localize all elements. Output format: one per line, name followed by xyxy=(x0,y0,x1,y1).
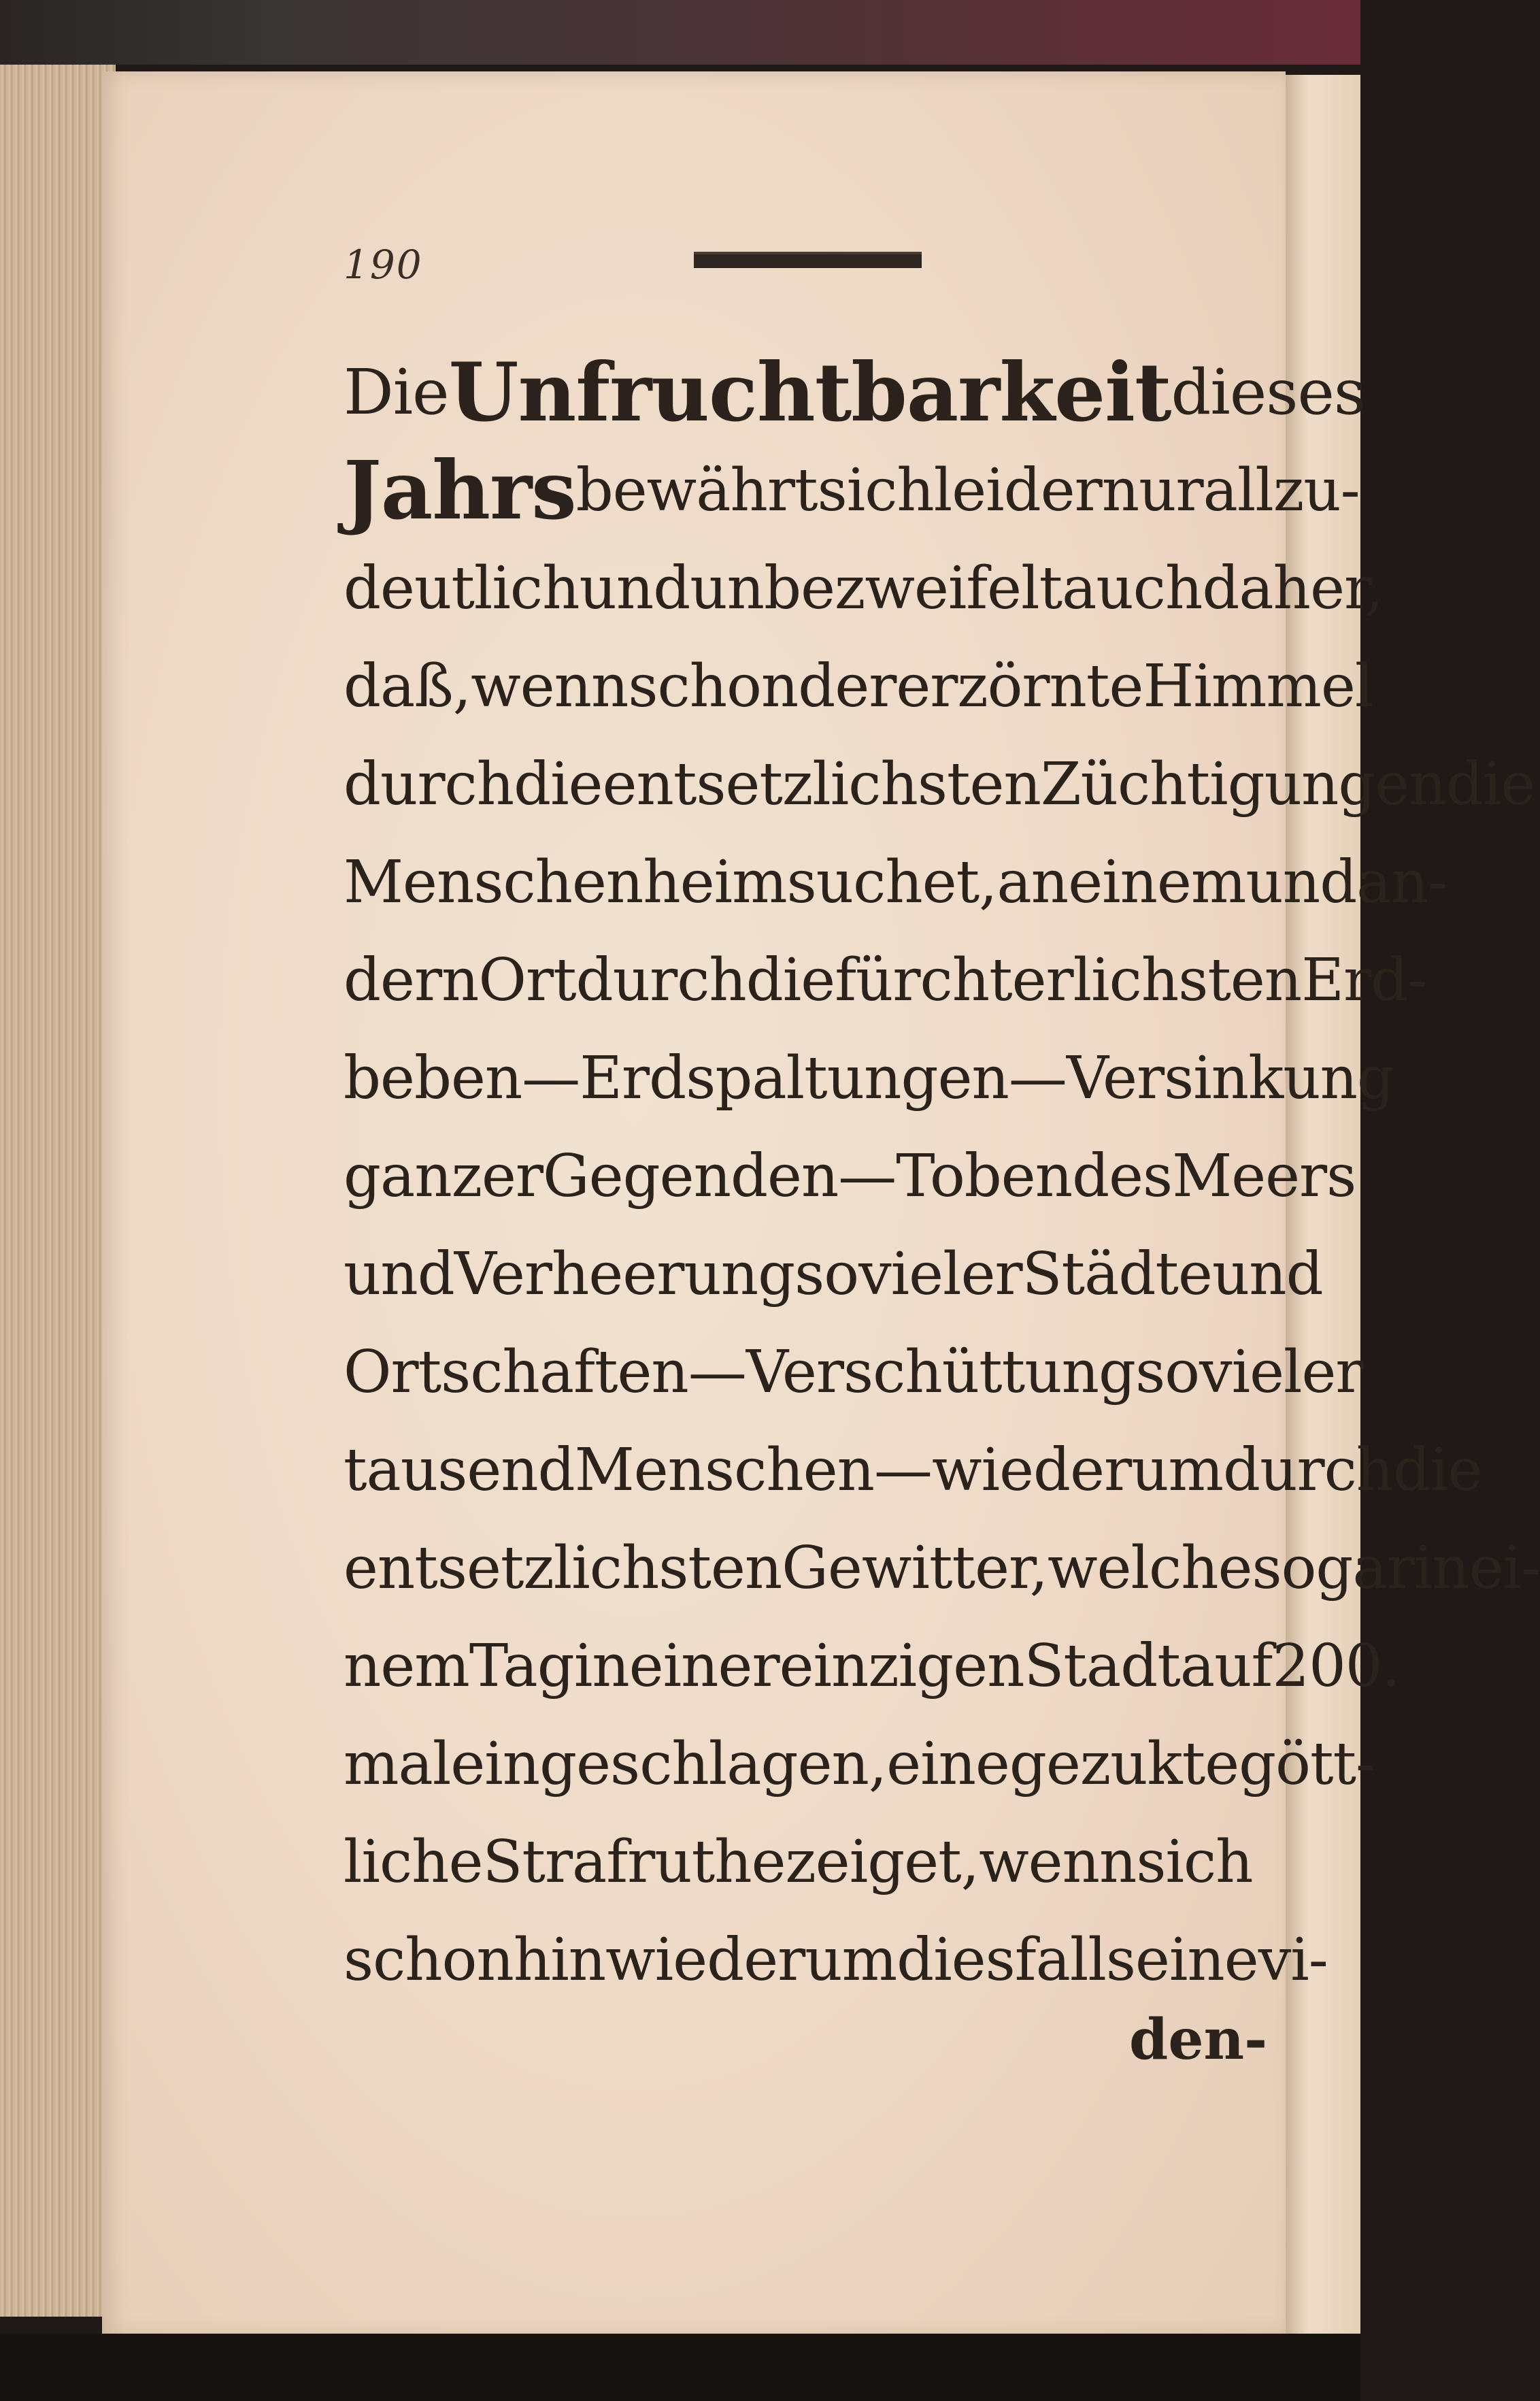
word: tausend xyxy=(344,1436,575,1504)
word: auf xyxy=(1179,1632,1273,1700)
word: evi- xyxy=(1224,1926,1328,1994)
word: sich xyxy=(817,457,934,525)
word: Menschen xyxy=(574,1436,874,1504)
word: Himmel xyxy=(1143,652,1373,721)
text-line xyxy=(344,637,1373,735)
word: Ort xyxy=(478,946,576,1014)
catchword: den- xyxy=(1129,2007,1268,2072)
word: — xyxy=(688,1338,746,1406)
text-line xyxy=(344,540,1383,637)
text-line xyxy=(344,1323,1363,1421)
word: — xyxy=(522,1044,580,1112)
word: sogar xyxy=(1252,1534,1414,1602)
word: ei- xyxy=(1469,1534,1540,1602)
word: auch xyxy=(1062,554,1203,623)
word: Züchtigungen xyxy=(1040,750,1446,818)
text-line xyxy=(344,735,1535,833)
word: Strafruthe xyxy=(482,1828,786,1896)
word: Erd- xyxy=(1301,946,1427,1014)
word: hinwiederum xyxy=(513,1926,897,1994)
word: zeiget, xyxy=(785,1828,980,1896)
text-line xyxy=(344,1421,1482,1519)
word: die xyxy=(1393,1436,1482,1504)
word: Menschen xyxy=(344,848,643,916)
word: in xyxy=(1413,1534,1469,1602)
word: welche xyxy=(1048,1534,1252,1602)
word: vieler xyxy=(1199,1338,1363,1406)
word: dieses xyxy=(1171,356,1366,429)
word: Meers xyxy=(1172,1142,1356,1210)
word: ein xyxy=(1135,1926,1224,1994)
word: bewährt xyxy=(575,457,818,525)
word: wiederum xyxy=(932,1436,1224,1504)
word: wenn xyxy=(979,1828,1137,1896)
word: und xyxy=(579,554,690,623)
text-line xyxy=(344,1617,1400,1715)
word: — xyxy=(1008,1044,1067,1112)
word: beben xyxy=(344,1044,522,1112)
word: Gewitter, xyxy=(782,1534,1048,1602)
book-cover-top xyxy=(0,0,1360,65)
word: Toben xyxy=(896,1142,1073,1210)
word: durch xyxy=(344,750,514,818)
word: an xyxy=(997,848,1069,916)
word: wenn xyxy=(471,652,629,721)
word: Tag xyxy=(469,1632,574,1700)
word: und xyxy=(1211,1240,1323,1308)
word: so xyxy=(794,1240,859,1308)
word: die xyxy=(1445,750,1535,818)
word: liche xyxy=(344,1828,483,1896)
text-line xyxy=(344,1911,1328,2009)
word: 200. xyxy=(1272,1632,1400,1700)
word: sich xyxy=(1136,1828,1253,1896)
word: vieler xyxy=(858,1240,1022,1308)
word: leider xyxy=(933,457,1102,525)
word: entsetzlichsten xyxy=(344,1534,782,1602)
text-line xyxy=(344,344,1366,442)
word: Gegenden xyxy=(543,1142,839,1210)
word: Erdspaltungen xyxy=(580,1044,1009,1112)
text-line xyxy=(344,931,1427,1029)
body-text xyxy=(344,344,1540,2009)
word: daß, xyxy=(344,652,471,721)
text-line xyxy=(344,1813,1252,1911)
text-line xyxy=(344,833,1447,931)
word: Unfruchtbarkeit xyxy=(448,345,1171,440)
book-page-edges-left xyxy=(0,65,116,2317)
word: Verheerung xyxy=(454,1240,795,1308)
word: eingeschlagen, xyxy=(450,1730,887,1798)
word: allzu- xyxy=(1203,457,1360,525)
word: diesfalls xyxy=(897,1926,1135,1994)
word: fürchterlichsten xyxy=(835,946,1302,1014)
word: die xyxy=(746,946,835,1014)
word: Städte xyxy=(1022,1240,1212,1308)
text-line xyxy=(344,1519,1540,1617)
word: Stadt xyxy=(1024,1632,1180,1700)
word: Versinkung xyxy=(1066,1044,1394,1112)
word: erzörnte xyxy=(896,652,1143,721)
word: an- xyxy=(1356,848,1447,916)
text-line xyxy=(344,1127,1356,1225)
text-line xyxy=(344,1715,1375,1813)
word: der xyxy=(798,652,897,721)
word: Verschüttung xyxy=(746,1338,1136,1406)
word: durch xyxy=(1223,1436,1394,1504)
text-line xyxy=(344,1225,1323,1323)
word: Jahrs xyxy=(344,443,576,537)
word: und xyxy=(344,1240,454,1308)
word: so xyxy=(1135,1338,1199,1406)
word: — xyxy=(838,1142,897,1210)
word: deutlich xyxy=(344,554,580,623)
word: entsetzlichsten xyxy=(602,750,1041,818)
word: nem xyxy=(344,1632,469,1700)
word: dern xyxy=(344,946,479,1014)
word: heimsuchet, xyxy=(643,848,997,916)
word: Die xyxy=(344,356,449,429)
word: die xyxy=(514,750,603,818)
word: gött- xyxy=(1239,1730,1375,1798)
text-line xyxy=(344,442,1360,540)
word: — xyxy=(874,1436,932,1504)
word: gezukte xyxy=(1009,1730,1239,1798)
word: eine xyxy=(886,1730,1009,1798)
word: des xyxy=(1072,1142,1173,1210)
word: schon xyxy=(628,652,799,721)
word: schon xyxy=(344,1926,514,1994)
book-bottom-shadow xyxy=(0,2334,1360,2401)
word: einer xyxy=(629,1632,780,1700)
word: und xyxy=(1245,848,1357,916)
text-line xyxy=(344,1029,1394,1127)
word: in xyxy=(573,1632,629,1700)
word: einem xyxy=(1068,848,1246,916)
word: Ortschaften xyxy=(344,1338,688,1406)
word: mal xyxy=(344,1730,451,1798)
page-number: 190 xyxy=(344,242,423,288)
word: unbezweifelt xyxy=(690,554,1062,623)
word: ganzer xyxy=(344,1142,543,1210)
word: einzigen xyxy=(779,1632,1024,1700)
header-rule xyxy=(694,252,922,268)
word: daher, xyxy=(1202,554,1383,623)
word: nur xyxy=(1101,457,1203,525)
word: durch xyxy=(575,946,746,1014)
